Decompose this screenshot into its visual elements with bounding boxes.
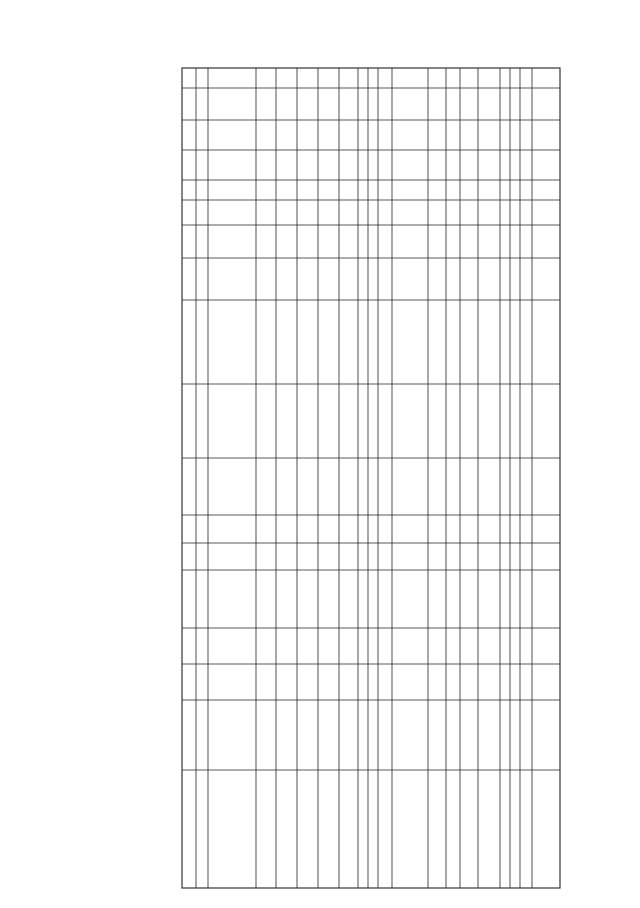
header-group-kap bbox=[160, 70, 180, 170]
row-label-9 bbox=[392, 757, 416, 897]
header-col1 bbox=[103, 737, 117, 877]
row-label-1 bbox=[260, 750, 270, 890]
header-col12 bbox=[138, 177, 152, 227]
row-label-2 bbox=[279, 754, 297, 894]
row-label-0 bbox=[163, 758, 208, 908]
